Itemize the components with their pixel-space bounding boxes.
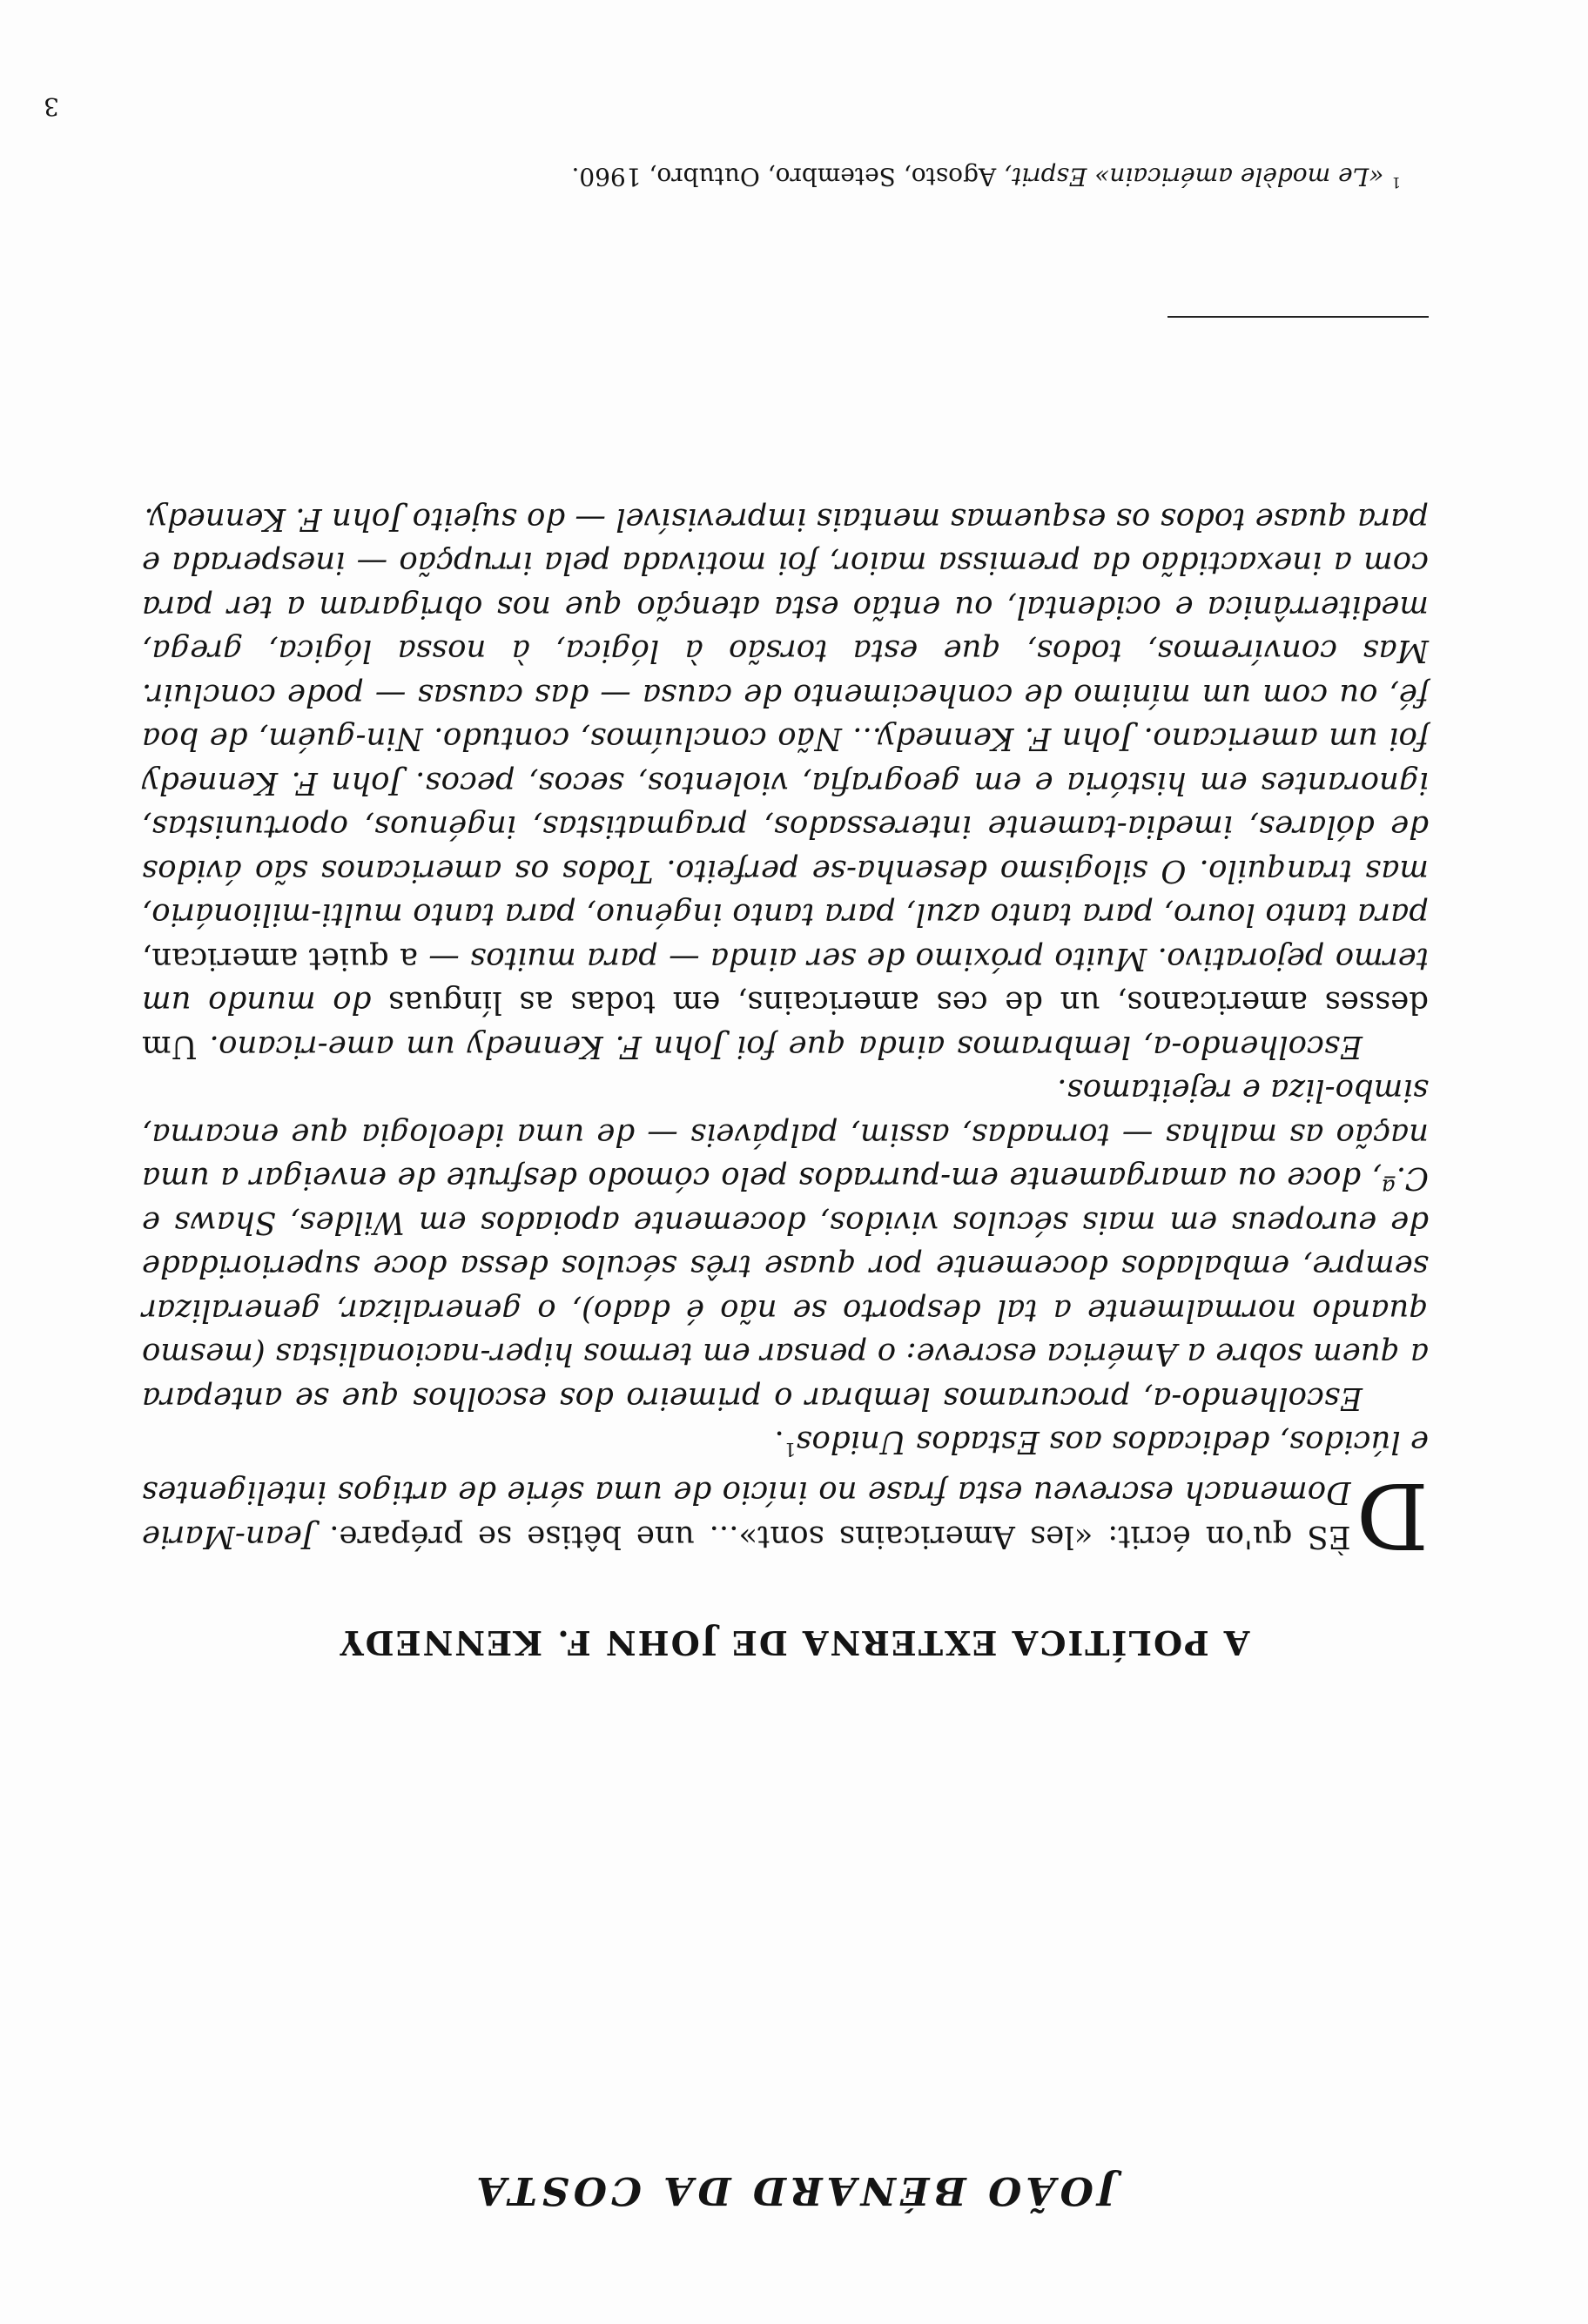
paragraph-1: D ÈS qu'on écrit: «les Americains sont»... une bêtise se prépare. Jean-Marie Domenach escreveu esta frase no início de uma série de artigos inteligentes e lúcidos, dedicados aos Estados Unidos$^1$. (142, 1424, 1429, 1568)
footnote-date: Agosto, Setembro, Outubro, 1960. (571, 162, 997, 191)
paragraph-3-text-d: a quiet american, (142, 940, 419, 977)
article-title: A POLÍTICA EXTERNA DE JOHN F. KENNEDY (338, 1623, 1250, 1662)
footnote (138, 161, 1401, 198)
footnote-source: «Le modèle américain» Esprit, (1004, 162, 1384, 191)
body-text (142, 496, 1429, 1568)
paragraph-3-text-c: do mundo um termo pejorativo. Muito próximo de ser ainda — para muitos — (142, 940, 1429, 1021)
page-number: 3 (44, 92, 59, 121)
paragraph-1-text: Jean-Marie Domenach escreveu esta frase no início de uma série de artigos inteligentes e lúcidos, dedicados aos Estados Unidos (142, 1424, 1429, 1555)
drop-cap: D (1356, 1462, 1429, 1568)
french-quote: ÈS qu'on écrit: «les Americains sont»... une bêtise se prépare. (329, 1519, 1351, 1555)
footnote-divider (1167, 316, 1429, 318)
footnote-mark: 1 (1391, 174, 1401, 191)
running-header-author: JOÃO BÉNARD DA COSTA (472, 2168, 1116, 2213)
paragraph-2: Escolhendo-a, procuramos lembrar o primeiro dos escolhos que se antepara a quem sobre a América escreve: o pensar em termos hiper-nacionalistas (mesmo quando normalmente a tal desporto se não é dado), o generalizar, generalizar sempre, embalados docemente por quase três séculos dessa doce superioridade de europeus em mais séculos vividos, docemente apoiados em Wildes, Shaws e C.ª, doce ou amargamente em-purrados pelo cómodo desfrute de enveigar a uma nação as malhas — tornadas, assim, palpáveis — de uma ideologia que encarna, simbo-liza e rejeitamos. (142, 1072, 1429, 1416)
paragraph-3-text-a: Escolhendo-a, lembramos ainda que foi John F. Kennedy um ame-ricano. (209, 1028, 1363, 1065)
paragraph-3-text-e: para tanto louro, para tanto azul, para tanto ingénuo, para tanto multi-milionário, mas tranquilo. O silogismo desenha-se perfeito. Todos os americanos são ávidos de dólares, imedia-tamente interessados, pragmatistas, ingénuos, oportunistas, ignorantes em história e em geografia, violentos, secos, pecos. John F. Kennedy foi um americano. John F. Kennedy... Não concluímos, contudo. Nin-guém, de boa fé, ou com um mínimo de conhecimento de causa — das causas — pode concluir. Mas convíremos, todos, que esta torsão à lógica, à nossa lógica, grega, mediterrânica e ocidental, ou então esta atenção que nos obrigaram a ter para com a inexactidão da premissa maior, foi motivada pela irrupção — inesperada e para quase todos os esquemas mentais imprevisível — do sujeito John F. Kennedy. (142, 500, 1429, 933)
footnote-reference: 1 (784, 1438, 797, 1460)
paragraph-3-text-b: Um desses americanos, un de ces americains, em todas as línguas (142, 984, 1429, 1065)
paragraph-3 (142, 496, 1429, 1068)
